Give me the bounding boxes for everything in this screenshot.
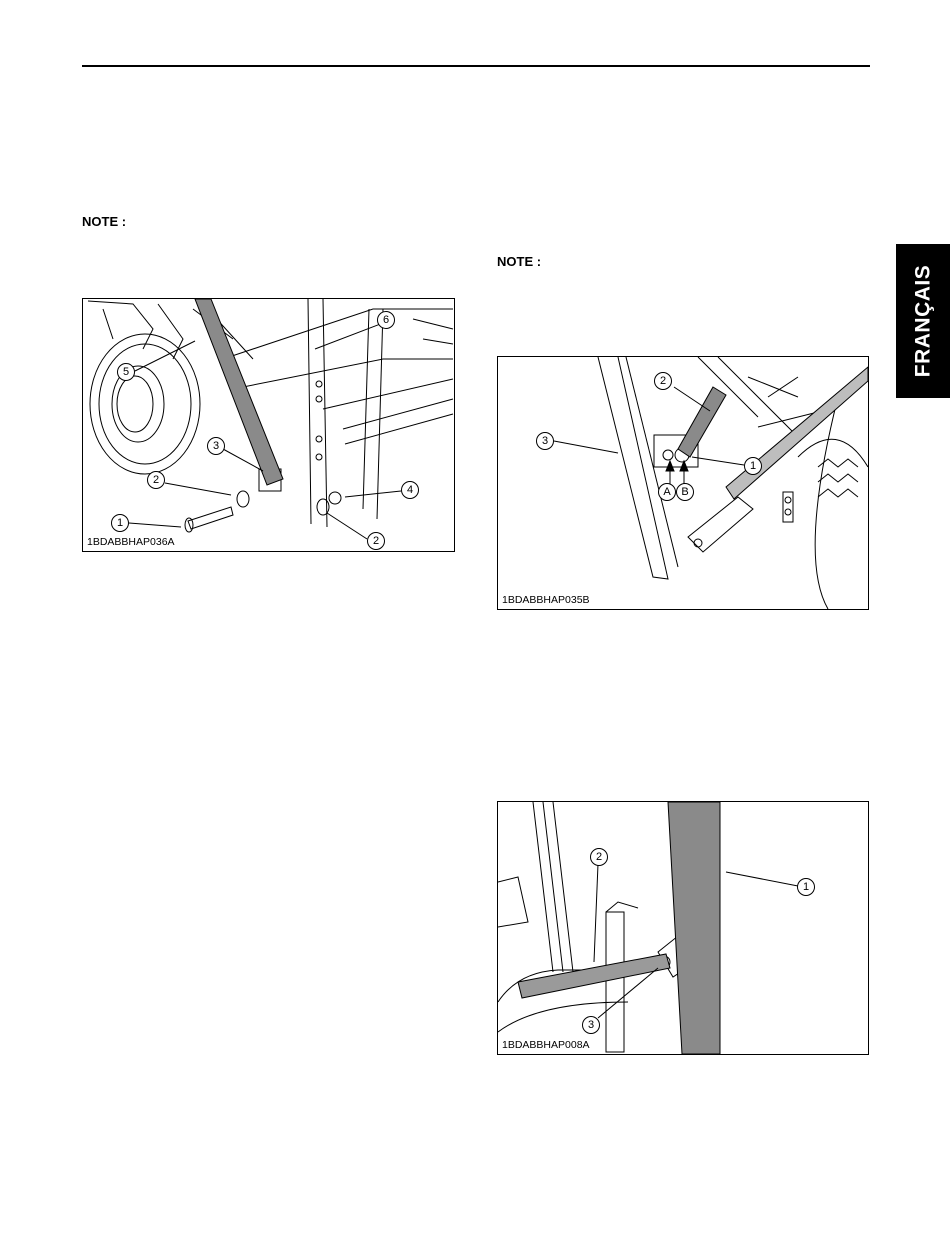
callout-2: 2 [590,848,608,866]
figure-code: 1BDABBHAP008A [502,1039,590,1051]
callout-5: 5 [117,363,135,381]
figure-tension-rod [497,356,869,610]
header-rule [82,65,870,67]
callout-2: 2 [147,471,165,489]
callout-3: 3 [582,1016,600,1034]
callout-1: 1 [111,514,129,532]
callout-1: 1 [797,878,815,896]
callout-1: 1 [744,457,762,475]
callout-a: A [658,483,676,501]
callout-2: 2 [654,372,672,390]
note-label-right: NOTE : [497,254,542,269]
callout-2b: 2 [367,532,385,550]
callout-3: 3 [536,432,554,450]
callout-6: 6 [377,311,395,329]
note-label-left: NOTE : [82,214,127,229]
language-tab-label: FRANÇAIS [911,264,934,378]
figure-code: 1BDABBHAP036A [87,536,175,548]
callout-3: 3 [207,437,225,455]
callout-b: B [676,483,694,501]
figure-illustration [83,299,454,551]
figure-belt-adjust-bar [497,801,869,1055]
figure-belt-bracket-assembly [82,298,455,552]
language-tab [896,244,950,398]
figure-illustration [498,802,868,1054]
figure-code: 1BDABBHAP035B [502,594,590,606]
callout-4: 4 [401,481,419,499]
